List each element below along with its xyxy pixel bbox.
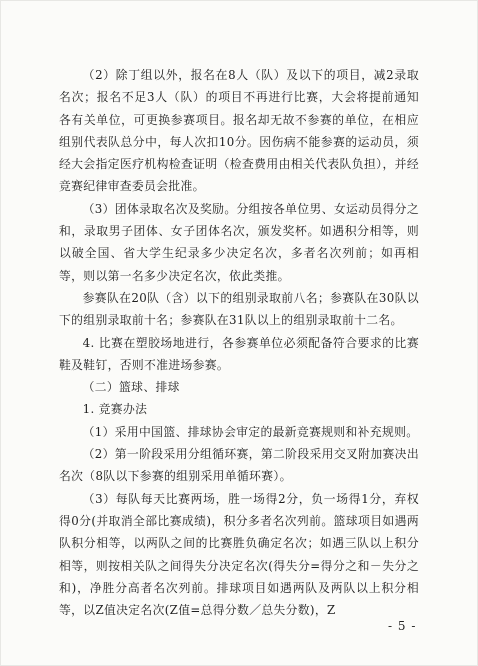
page-number: - 5 - — [388, 619, 417, 633]
paragraph-rules: （1）采用中国篮、排球协会审定的最新竞赛规则和补充规则。 — [82, 424, 419, 439]
paragraph-team-ranking: （3）团体录取名次及奖励。分组按各单位男、女运动员得分之和，录取男子团体、女子团体名次，颁发奖杯。如遇积分相等，则以破全国、省大学生纪录多少决定名次，多者名次列前；如再相等，则以第一名多少决定名次，依此类推。 — [59, 201, 419, 283]
paragraph-entry-reduction: （2）除丁组以外，报名在8人（队）及以下的项目，减2录取名次；报名不足3人（队）的项目不再进行比赛，大会将提前通知各有关单位，可更换参赛项目。报名却无故不参赛的单位，在相应组别代表队总分中，每人次扣10分。因伤病不能参赛的运动员，须经大会指定医疗机构检查证明（检查费用由相关代表队负担），并经竞赛纪律审查委员会批准。 — [59, 68, 419, 194]
paragraph-stages: （2）第一阶段采用分组循环赛，第二阶段采用交叉附加赛决出名次（8队以下参赛的组别采用单循环赛）。 — [59, 447, 419, 484]
paragraph-venue-shoes: 4. 比赛在塑胶场地进行，各参赛单位必须配备符合要求的比赛鞋及鞋钉，否则不准进场参赛。 — [59, 335, 419, 372]
subheading-competition-method: 1. 竞赛办法 — [82, 402, 148, 417]
paragraph-scoring: （3）每队每天比赛两场，胜一场得2分，负一场得1分，弃权得0分(并取消全部比赛成绩)，积分多者名次列前。篮球项目如遇两队积分相等，以两队之间的比赛胜负确定名次；如遇三队以上积分相等，则按相关队之间得失分决定名次(得失分=得分之和－失分之和)，净胜分高者名次列前。排球项目如遇两队及两队以上积分相等，以Z值决定名次(Z值=总得分数／总失分数)，Z — [59, 491, 419, 618]
paragraph-places-awarded: 参赛队在20队（含）以下的组别录取前八名；参赛队在30队以下的组别录取前十名；参赛队在31队以上的组别录取前十二名。 — [59, 290, 419, 328]
page-body — [59, 64, 419, 621]
section-heading-basketball-volleyball: （二）篮球、排球 — [82, 380, 180, 395]
